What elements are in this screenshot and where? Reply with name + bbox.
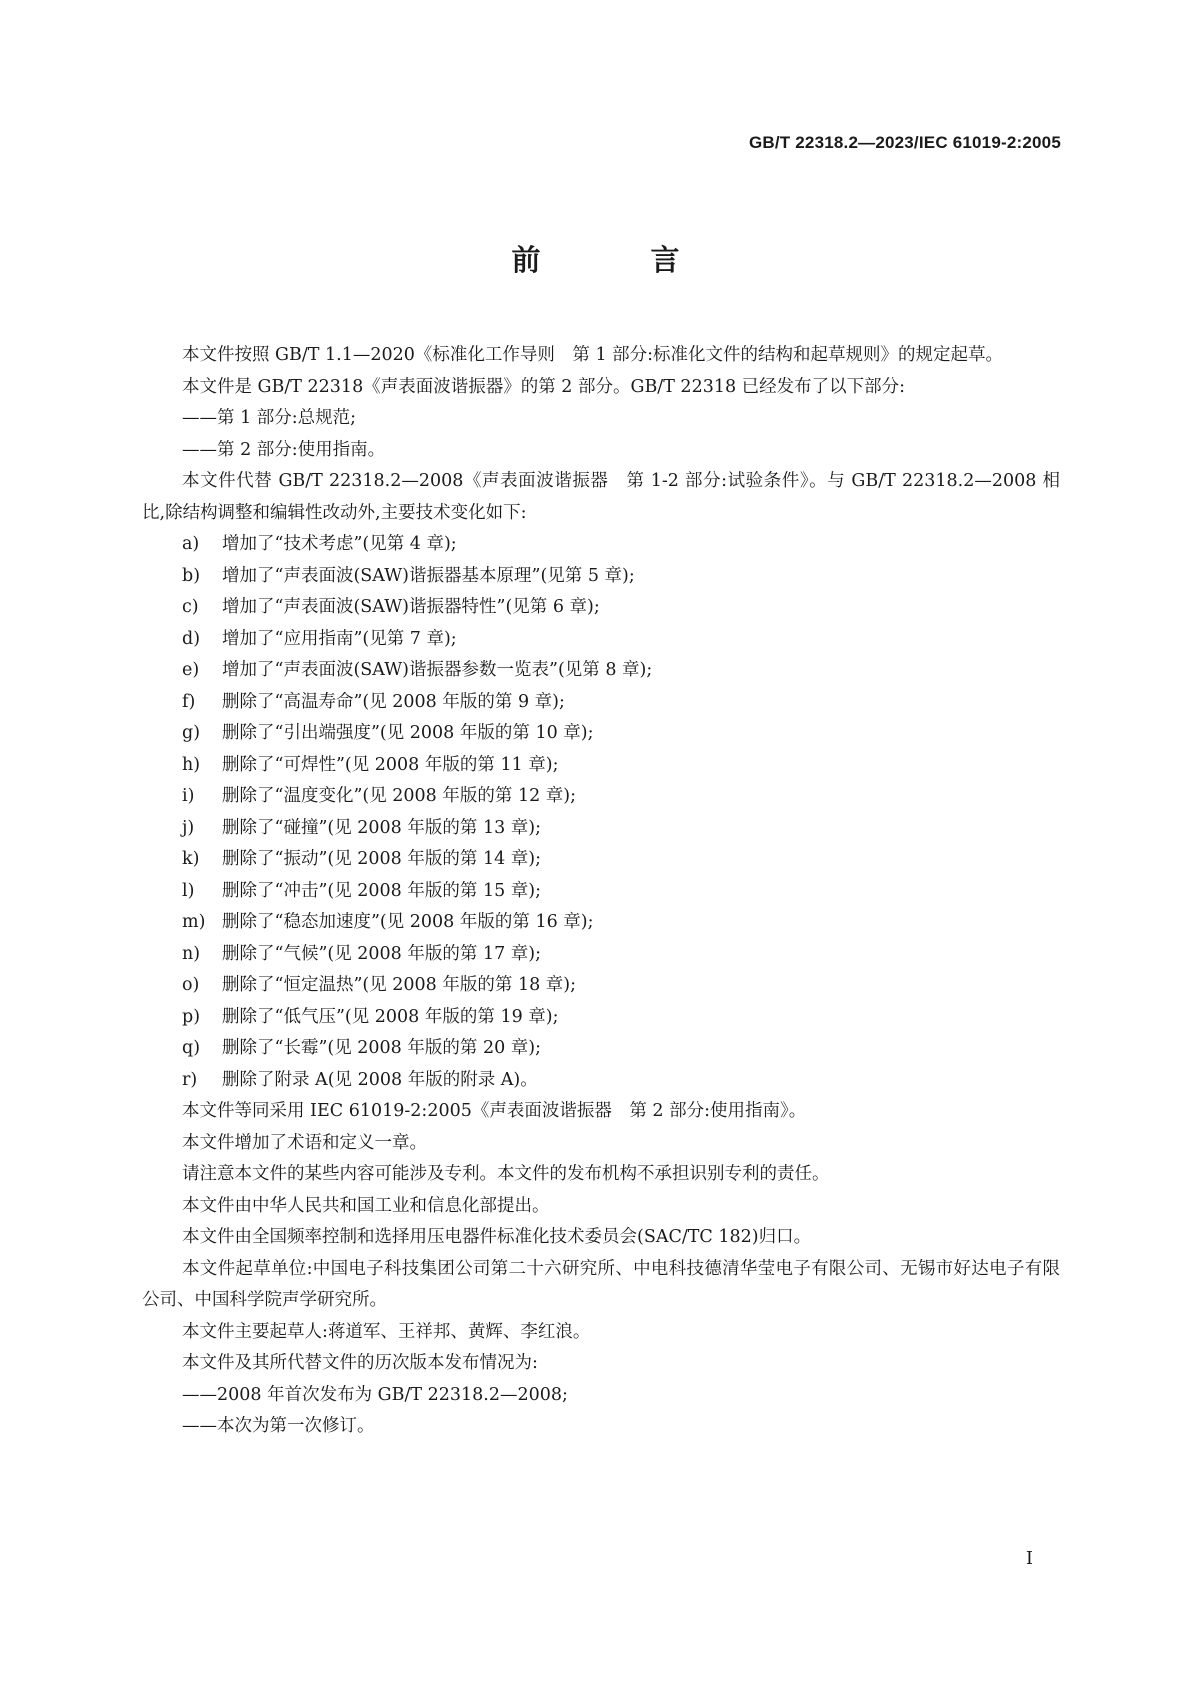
list-item-text: 删除了“冲击”(见 2008 年版的第 15 章); — [222, 880, 541, 901]
list-marker: q) — [182, 1038, 201, 1058]
paragraph: 本文件由中华人民共和国工业和信息化部提出。 — [182, 1195, 550, 1216]
list-item-text: 删除了附录 A(见 2008 年版的附录 A)。 — [222, 1069, 538, 1090]
changes-list — [142, 529, 1060, 1096]
paragraph: 本文件由全国频率控制和选择用压电器件标准化技术委员会(SAC/TC 182)归口。 — [182, 1227, 812, 1247]
list-item — [142, 970, 1060, 1002]
list-item-text: 删除了“稳态加速度”(见 2008 年版的第 16 章); — [222, 912, 594, 932]
list-marker: o) — [182, 975, 200, 995]
history-item: ——本次为第一次修订。 — [182, 1416, 375, 1436]
paragraph: 本文件主要起草人:蒋道军、王祥邦、黄辉、李红浪。 — [182, 1321, 591, 1342]
list-item-text: 删除了“碰撞”(见 2008 年版的第 13 章); — [222, 817, 541, 838]
list-item — [142, 876, 1060, 908]
list-marker: a) — [182, 534, 200, 554]
list-marker: j) — [182, 817, 195, 838]
list-item-text: 增加了“应用指南”(见第 7 章); — [222, 628, 457, 649]
list-marker: p) — [182, 1006, 201, 1027]
list-marker: i) — [182, 786, 195, 806]
list-marker: g) — [182, 723, 201, 743]
list-item-text: 删除了“引出端强度”(见 2008 年版的第 10 章); — [222, 723, 594, 743]
list-item — [142, 907, 1060, 939]
parts-list-item: ——第 2 部分:使用指南。 — [182, 439, 386, 460]
list-marker: b) — [182, 565, 201, 586]
parts-list-item: ——第 1 部分:总规范; — [182, 408, 357, 428]
list-marker: m) — [182, 912, 206, 932]
document-code: GB/T 22318.2—2023/IEC 61019-2:2005 — [748, 133, 1061, 152]
paragraph: 本文件及其所代替文件的历次版本发布情况为: — [182, 1353, 538, 1373]
list-item — [142, 813, 1060, 845]
list-item-text: 增加了“声表面波(SAW)谐振器参数一览表”(见第 8 章); — [222, 660, 653, 680]
list-item — [142, 844, 1060, 876]
list-item-text: 删除了“长霉”(见 2008 年版的第 20 章); — [222, 1038, 541, 1058]
list-item — [142, 1065, 1060, 1097]
list-marker: h) — [182, 754, 201, 775]
list-marker: f) — [182, 691, 196, 712]
list-item — [142, 624, 1060, 656]
list-item-text: 增加了“技术考虑”(见第 4 章); — [222, 534, 457, 554]
list-item-text: 删除了“恒定温热”(见 2008 年版的第 18 章); — [222, 975, 576, 995]
list-item-text: 删除了“气候”(见 2008 年版的第 17 章); — [222, 943, 541, 964]
list-item — [142, 1002, 1060, 1034]
list-item — [142, 1033, 1060, 1065]
paragraph: 请注意本文件的某些内容可能涉及专利。本文件的发布机构不承担识别专利的责任。 — [182, 1164, 830, 1184]
list-item-text: 增加了“声表面波(SAW)谐振器基本原理”(见第 5 章); — [222, 565, 635, 586]
list-item-text: 删除了“可焊性”(见 2008 年版的第 11 章); — [222, 754, 559, 775]
list-marker: e) — [182, 660, 200, 680]
list-marker: r) — [182, 1069, 198, 1090]
paragraph: 本文件增加了术语和定义一章。 — [182, 1132, 427, 1153]
list-item — [142, 592, 1060, 624]
list-marker: k) — [182, 849, 200, 869]
paragraph: 本文件等同采用 IEC 61019-2:2005《声表面波谐振器 第 2 部分:使用指南》。 — [182, 1101, 807, 1121]
list-marker: n) — [182, 943, 201, 964]
history-item: ——2008 年首次发布为 GB/T 22318.2—2008; — [182, 1384, 568, 1405]
list-item — [142, 561, 1060, 593]
replace-paragraph: 本文件代替 GB/T 22318.2—2008《声表面波谐振器 第 1-2 部分:试验条件》。与 GB/T 22318.2—2008 相比,除结构调整和编辑性改动外,主要技术变化如下: — [142, 471, 1060, 523]
list-item-text: 删除了“高温寿命”(见 2008 年版的第 9 章); — [222, 691, 565, 712]
list-item-text: 删除了“低气压”(见 2008 年版的第 19 章); — [222, 1006, 559, 1027]
list-item — [142, 529, 1060, 561]
list-marker: l) — [182, 880, 195, 901]
page-number: I — [1025, 1548, 1033, 1569]
list-marker: c) — [182, 597, 199, 617]
list-item-text: 删除了“温度变化”(见 2008 年版的第 12 章); — [222, 786, 576, 806]
list-item-text: 删除了“振动”(见 2008 年版的第 14 章); — [222, 849, 541, 869]
list-marker: d) — [182, 628, 201, 649]
paragraph: 本文件起草单位:中国电子科技集团公司第二十六研究所、中电科技德清华莹电子有限公司、无锡市好达电子有限公司、中国科学院声学研究所。 — [142, 1258, 1060, 1310]
list-item — [142, 687, 1060, 719]
list-item — [142, 750, 1060, 782]
list-item — [142, 939, 1060, 971]
list-item — [142, 718, 1060, 750]
list-item — [142, 655, 1060, 687]
paragraph: 本文件按照 GB/T 1.1—2020《标准化工作导则 第 1 部分:标准化文件的结构和起草规则》的规定起草。 — [182, 345, 1004, 365]
document-body — [142, 340, 1060, 1443]
page-title: 前 言 — [511, 243, 730, 277]
list-item — [142, 781, 1060, 813]
list-item-text: 增加了“声表面波(SAW)谐振器特性”(见第 6 章); — [222, 597, 600, 617]
paragraph: 本文件是 GB/T 22318《声表面波谐振器》的第 2 部分。GB/T 22318 已经发布了以下部分: — [182, 376, 906, 397]
